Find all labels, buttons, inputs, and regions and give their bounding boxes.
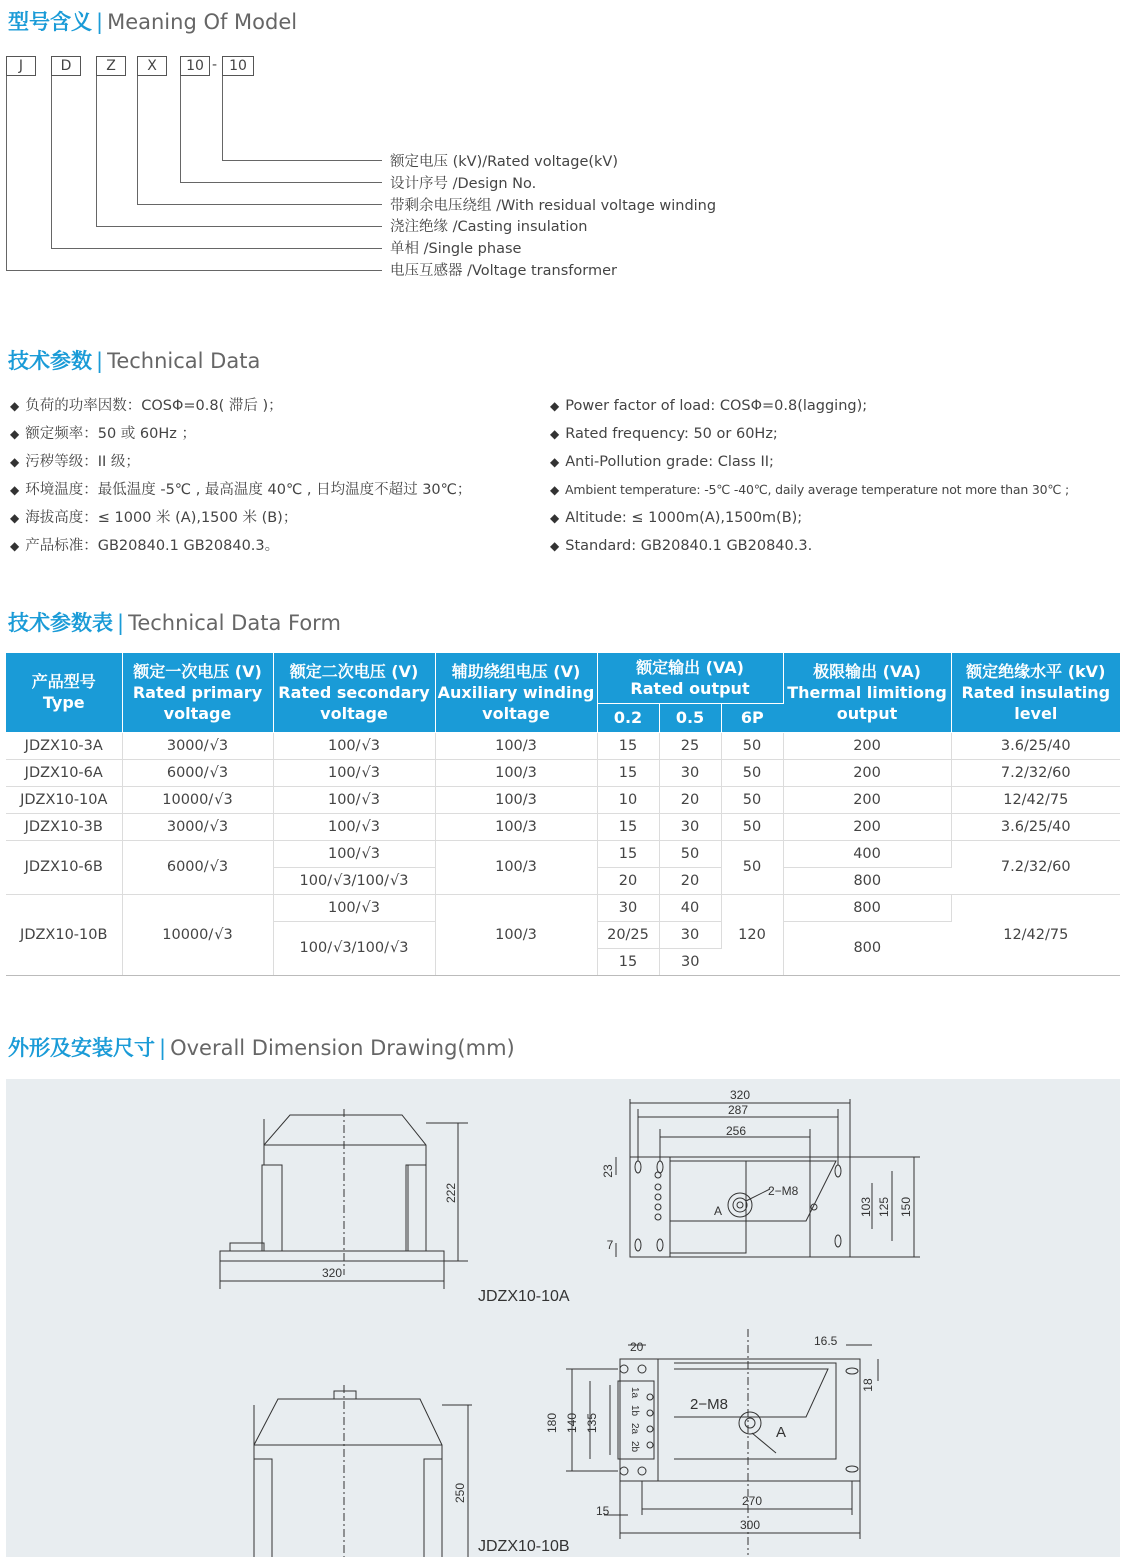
- svg-text:18: 18: [861, 1378, 875, 1392]
- model-label-casting: 浇注绝缘 /Casting insulation: [390, 219, 588, 235]
- table-row: 100/√3/100/√3 20 20 800: [6, 867, 1120, 894]
- tech-en-item: ◆ Altitude: ≤ 1000m(A),1500m(B);: [550, 510, 803, 526]
- header-aux: 辅助绕组电压 (V) Auxiliary winding voltage: [435, 653, 597, 732]
- svg-text:2b: 2b: [629, 1441, 640, 1453]
- svg-text:300: 300: [740, 1518, 761, 1532]
- svg-text:2−M8: 2−M8: [768, 1184, 799, 1198]
- model-code-voltage: 10: [222, 56, 254, 76]
- svg-text:A: A: [776, 1424, 787, 1441]
- model-dash: -: [212, 57, 218, 73]
- header-primary: 额定一次电压 (V) Rated primary voltage: [122, 653, 273, 732]
- tech-en-item: ◆ Power factor of load: COSΦ=0.8(lagging);: [550, 398, 868, 414]
- svg-text:256: 256: [725, 1124, 747, 1138]
- table-row: JDZX10-10A 10000/√3 100/√3 100/3 10 20 50 200 12/42/75: [6, 786, 1120, 813]
- tech-cn-item: ◆ 负荷的功率因数：COSΦ=0.8( 滞后 )；: [10, 398, 283, 414]
- svg-text:150: 150: [899, 1196, 913, 1218]
- svg-text:250: 250: [453, 1482, 467, 1504]
- front-view-b: [210, 1385, 472, 1557]
- model-label-transformer: 电压互感器 /Voltage transformer: [390, 263, 617, 279]
- header-output-02: 0.2: [597, 703, 659, 732]
- header-secondary: 额定二次电压 (V) Rated secondary voltage: [273, 653, 435, 732]
- dimension-drawing: [6, 1079, 1120, 1557]
- technical-data-table: [6, 653, 1120, 976]
- model-label-voltage: 额定电压 (kV)/Rated voltage(kV): [390, 154, 618, 170]
- caption-a: JDZX10-10A: [478, 1288, 570, 1305]
- svg-text:2−M8: 2−M8: [690, 1396, 728, 1413]
- svg-text:320: 320: [321, 1266, 343, 1280]
- section-title-drawing: 外形及安装尺寸 | Overall Dimension Drawing(mm): [8, 1036, 515, 1060]
- svg-text:140: 140: [565, 1412, 579, 1434]
- table-row: JDZX10-6B 6000/√3 100/√3 100/3 15 50 50 400 7.2/32/60: [6, 840, 1120, 867]
- svg-text:1b: 1b: [629, 1405, 640, 1417]
- model-code-d: D: [51, 56, 81, 76]
- table-row: JDZX10-6A 6000/√3 100/√3 100/3 15 30 50 200 7.2/32/60: [6, 759, 1120, 786]
- svg-text:A: A: [714, 1204, 723, 1218]
- tech-cn-item: ◆ 污秽等级：II 级；: [10, 454, 140, 470]
- tech-en-item: ◆ Anti-Pollution grade: Class II;: [550, 454, 774, 470]
- svg-text:20: 20: [630, 1340, 644, 1354]
- model-code-j: J: [6, 56, 36, 76]
- header-output-05: 0.5: [659, 703, 721, 732]
- table-row: JDZX10-10B 10000/√3 100/√3 100/3 30 40 120 800 12/42/75: [6, 894, 1120, 921]
- svg-text:7: 7: [606, 1238, 614, 1252]
- header-output: 额定输出 (VA) Rated output: [597, 653, 783, 703]
- model-code-x: X: [137, 56, 167, 76]
- svg-text:180: 180: [545, 1412, 559, 1434]
- section-title-form: 技术参数表 | Technical Data Form: [8, 611, 341, 635]
- svg-text:287: 287: [727, 1103, 749, 1117]
- header-insulation: 额定绝缘水平 (kV) Rated insulating level: [951, 653, 1120, 732]
- tech-cn-item: ◆ 额定频率：50 或 60Hz ；: [10, 426, 196, 442]
- section-title-tech: 技术参数 | Technical Data: [8, 349, 261, 373]
- header-type: 产品型号 Type: [6, 653, 122, 732]
- tech-cn-item: ◆ 环境温度：最低温度 -5℃ , 最高温度 40℃ , 日均温度不超过 30℃；: [10, 482, 472, 498]
- table-row: 15 30: [6, 948, 1120, 975]
- model-label-residual: 带剩余电压绕组 /With residual voltage winding: [390, 198, 717, 214]
- svg-text:16.5: 16.5: [814, 1334, 838, 1348]
- tech-en-item: ◆ Ambient temperature: -5℃ -40℃, daily average temperature not more than 30℃ ;: [550, 482, 1069, 497]
- header-thermal: 极限输出 (VA) Thermal limitiong output: [783, 653, 951, 732]
- svg-text:2a: 2a: [629, 1423, 640, 1435]
- svg-text:125: 125: [877, 1196, 891, 1218]
- model-code-z: Z: [96, 56, 126, 76]
- svg-text:320: 320: [729, 1088, 751, 1102]
- svg-text:103: 103: [859, 1196, 873, 1218]
- header-output-6p: 6P: [721, 703, 783, 732]
- model-label-single-phase: 单相 /Single phase: [390, 241, 522, 257]
- tech-en-item: ◆ Rated frequency: 50 or 60Hz;: [550, 426, 778, 442]
- top-view-b: [566, 1329, 878, 1555]
- table-row: 100/√3/100/√3 20/25 30 800: [6, 921, 1120, 948]
- tech-cn-item: ◆ 海拔高度：≤ 1000 米 (A),1500 米 (B)；: [10, 510, 298, 526]
- tech-cn-item: ◆ 产品标准：GB20840.1 GB20840.3。: [10, 538, 280, 554]
- top-view-a: [616, 1099, 920, 1257]
- svg-text:135: 135: [585, 1412, 599, 1434]
- caption-b: JDZX10-10B: [478, 1538, 570, 1555]
- svg-text:222: 222: [444, 1182, 458, 1204]
- front-view-a: [220, 1109, 468, 1289]
- table-row: JDZX10-3A 3000/√3 100/√3 100/3 15 25 50 200 3.6/25/40: [6, 732, 1120, 759]
- table-row: JDZX10-3B 3000/√3 100/√3 100/3 15 30 50 200 3.6/25/40: [6, 813, 1120, 840]
- svg-text:15: 15: [596, 1504, 610, 1518]
- model-code-design: 10: [180, 56, 210, 76]
- svg-text:1a: 1a: [629, 1387, 640, 1399]
- svg-text:270: 270: [742, 1494, 763, 1508]
- tech-en-item: ◆ Standard: GB20840.1 GB20840.3.: [550, 538, 813, 554]
- svg-text:23: 23: [601, 1164, 615, 1178]
- model-label-design: 设计序号 /Design No.: [390, 176, 537, 192]
- section-title-meaning: 型号含义 | Meaning Of Model: [8, 10, 298, 34]
